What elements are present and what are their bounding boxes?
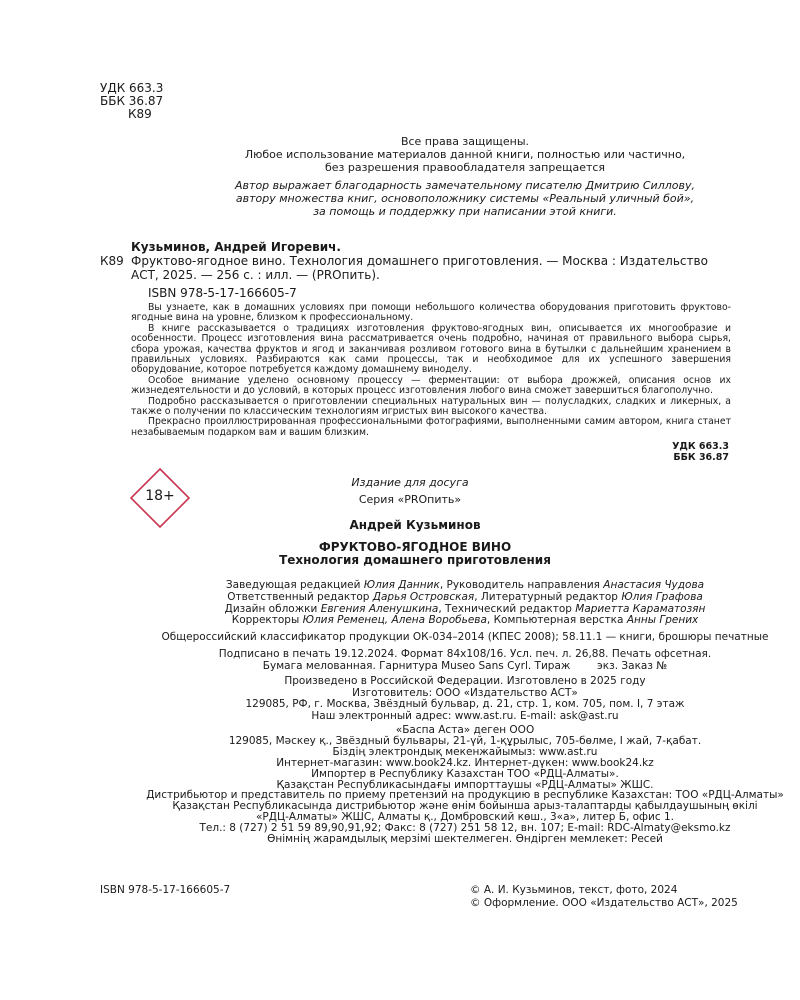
kz-line: 129085, Мәскеу қ., Звёздный бульвары, 21-үй, 1-құрылыс, 705-бөлме, I жай, 7-қабат. bbox=[228, 734, 702, 747]
kz-line: Импортер в Республику Казахстан ТОО «РДЦ-Алматы». bbox=[311, 767, 619, 780]
kz-line: Біздің электрондық мекенжайымыз: www.ast.ru bbox=[332, 745, 598, 758]
kz-line: «Баспа Аста» деген ООО bbox=[395, 724, 535, 736]
bbk-right-code: ББК 36.87 bbox=[673, 452, 729, 463]
kz-line: Қазақстан Республикасында дистрибьютор және өнім бойынша арыз-талаптарды қабылдаушының өкілі bbox=[172, 800, 758, 813]
bibliographic-isbn: ISBN 978-5-17-166605-7 bbox=[148, 286, 297, 300]
staff-role: Ответственный редактор bbox=[227, 590, 373, 603]
acknowledgement bbox=[100, 179, 800, 218]
annotation bbox=[131, 303, 731, 438]
production-line: Наш электронный адрес: www.ast.ru. E-mail: ask@ast.ru bbox=[311, 709, 619, 722]
staff-role: , Руководитель направления bbox=[439, 579, 604, 591]
annotation-paragraph: В книге рассказывается о традициях изготовления фруктово-ягодных вин, описывается их многообразие и особенности. Процесс изготовления вина рассматривается очень подробно, начиная от правильного выбора сырья, сбора урожая, качества фруктов и ягод и заканчивая розливом готового вина в бутылки с дальнейшим хранением в правильных условиях. Разбираются как сами процессы, так и необходимое для их успешного завершения оборудование, которое потребуется каждому домашнему виноделу. bbox=[131, 322, 731, 376]
bibliographic-description: Фруктово-ягодное вино. Технология домашнего приготовления. — Москва : Издательство АСТ, 2025. — 256 с. : илл. — (PROпить). bbox=[131, 254, 708, 282]
staff-person: Мариетта Караматозян bbox=[575, 602, 706, 615]
rights-line: без разрешения правообладателя запрещается bbox=[324, 161, 606, 174]
staff-line bbox=[100, 615, 800, 627]
kazakhstan-info bbox=[100, 725, 800, 845]
bibliographic-code: К89 bbox=[100, 254, 124, 268]
edition-purpose: Издание для досуга bbox=[351, 476, 469, 489]
kz-line: Интернет-магазин: www.book24.kz. Интернет-дүкен: www.book24.kz bbox=[276, 756, 654, 769]
age-rating: 18+ bbox=[145, 488, 175, 504]
annotation-paragraph: Вы узнаете, как в домашних условиях при помощи небольшого количества оборудования приготовить фруктово-ягодные вина на уровне, близком к профессиональному. bbox=[131, 302, 731, 324]
author-mark: К89 bbox=[128, 107, 152, 121]
annotation-paragraph: Особое внимание уделено основному процессу — ферментации: от выбора дрожжей, описания основ их жизнедеятельности и до условий, в которых процесс изготовления любого вина сможет завершиться благополучно. bbox=[131, 374, 731, 397]
production-line: Изготовитель: ООО «Издательство АСТ» bbox=[352, 686, 578, 699]
staff-person: Юлия Данник bbox=[363, 579, 440, 591]
production-line: Произведено в Российской Федерации. Изготовлено в 2025 году bbox=[284, 675, 646, 687]
staff-role: , Литературный редактор bbox=[474, 590, 622, 603]
staff-person: Юлия Графова bbox=[621, 590, 703, 603]
udk-right-block bbox=[672, 441, 729, 463]
staff-person: Юлия Ременец, Алена Воробьева bbox=[302, 614, 487, 627]
copyright-line: © Оформление. ООО «Издательство АСТ», 2025 bbox=[470, 896, 738, 909]
production-info bbox=[100, 676, 800, 722]
staff-person: Дарья Островская bbox=[372, 590, 475, 603]
rights-notice bbox=[100, 135, 800, 174]
book-title: ФРУКТОВО-ЯГОДНОЕ ВИНО bbox=[318, 540, 512, 554]
print-line: Бумага мелованная. Гарнитура Museo Sans Cyrl. Тираж экз. Заказ № bbox=[262, 659, 668, 672]
staff-person: Евгения Аленушкина bbox=[320, 602, 439, 615]
staff-person: Анны Грених bbox=[626, 614, 699, 627]
thanks-line: Автор выражает благодарность замечательному писателю Дмитрию Силлову, bbox=[235, 179, 695, 192]
kz-line: Қазақстан Республикасындағы импорттаушы «РДЦ-Алматы» ЖШС. bbox=[276, 778, 654, 791]
kz-line: «РДЦ-Алматы» ЖШС, Алматы қ., Домбровский көш., 3«а», литер Б, офис 1. bbox=[256, 811, 674, 824]
staff-role: , Технический редактор bbox=[438, 602, 576, 615]
staff-role: , Компьютерная верстка bbox=[486, 614, 627, 627]
staff-role: Заведующая редакцией bbox=[225, 579, 364, 591]
copyright-line: © А. И. Кузьминов, текст, фото, 2024 bbox=[470, 884, 678, 896]
kz-line: Өнімнің жарамдылық мерзімі шектелмеген. Өндірген мемлекет: Ресей bbox=[267, 833, 663, 846]
annotation-paragraph: Подробно рассказывается о приготовлении специальных натуральных вин — полусладких, сладких и ликерных, а также о получении по классическим технологиям игристых вин высокого качества. bbox=[131, 395, 731, 418]
print-line: Подписано в печать 19.12.2024. Формат 84х108/16. Усл. печ. л. 26,88. Печать офсетная. bbox=[218, 648, 712, 660]
udk-right-code: УДК 663.3 bbox=[672, 441, 729, 452]
udk-block bbox=[100, 82, 163, 121]
annotation-paragraph: Прекрасно проиллюстрированная профессиональными фотографиями, выполненными самим автором, книга станет незабываемым подарком вам и вашим близким. bbox=[131, 416, 731, 438]
staff-person: Анастасия Чудова bbox=[603, 579, 705, 591]
thanks-line: за помощь и поддержку при написании этой книги. bbox=[313, 205, 617, 218]
print-info bbox=[100, 649, 800, 672]
kz-line: Дистрибьютор и представитель по приему претензий на продукцию в республике Казахстан: ТОО «РДЦ-Алматы» bbox=[146, 789, 784, 802]
copyright-block bbox=[470, 884, 738, 909]
book-subtitle: Технология домашнего приготовления bbox=[279, 553, 551, 567]
udk-code: УДК 663.3 bbox=[100, 81, 164, 95]
kz-line: Тел.: 8 (727) 2 51 59 89,90,91,92; Факс: 8 (727) 251 58 12, вн. 107; E-mail: RDC-Almaty@eksmo.kz bbox=[199, 822, 731, 835]
series-name: Серия «PROпить» bbox=[358, 493, 462, 506]
book-author: Андрей Кузьминов bbox=[349, 518, 481, 532]
rights-line: Любое использование материалов данной книги, полностью или частично, bbox=[244, 148, 686, 161]
bibliographic-author: Кузьминов, Андрей Игоревич. bbox=[131, 240, 341, 254]
book-title-block bbox=[230, 541, 600, 567]
footer-isbn: ISBN 978-5-17-166605-7 bbox=[100, 884, 231, 896]
staff-credits bbox=[100, 580, 800, 627]
thanks-line: автору множества книг, основоположнику системы «Реальный уличный бой», bbox=[235, 192, 695, 205]
staff-role: Дизайн обложки bbox=[224, 602, 321, 615]
rights-line: Все права защищены. bbox=[400, 135, 530, 148]
production-line: 129085, РФ, г. Москва, Звёздный бульвар, д. 21, стр. 1, ком. 705, пом. I, 7 этаж bbox=[245, 698, 685, 711]
staff-role: Корректоры bbox=[231, 614, 303, 627]
bbk-code: ББК 36.87 bbox=[100, 94, 164, 108]
product-classifier: Общероссийский классификатор продукции ОК-034–2014 (КПЕС 2008); 58.11.1 — книги, брошюры печатные bbox=[161, 631, 769, 643]
